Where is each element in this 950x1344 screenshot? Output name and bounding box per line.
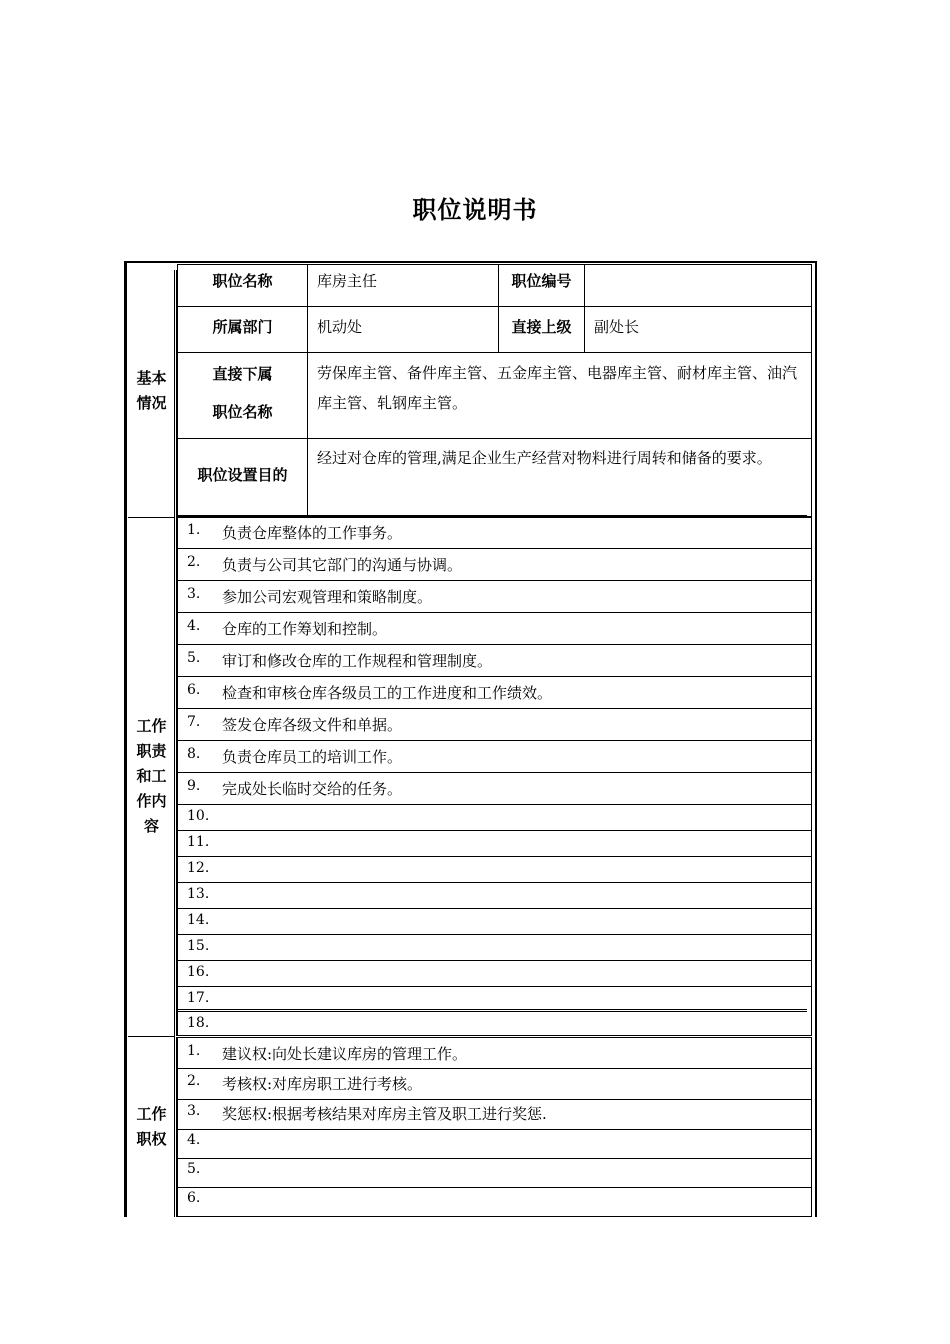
duty-number: 4. bbox=[187, 618, 201, 634]
duty-number: 5. bbox=[187, 650, 201, 666]
duty-text: 检查和审核仓库各级员工的工作进度和工作绩效。 bbox=[222, 684, 553, 702]
value-position-name: 库房主任 bbox=[317, 272, 378, 290]
section-label-duties: 工作 职责 和工 作内 容 bbox=[136, 717, 167, 835]
section-label-authority: 工作 职权 bbox=[136, 1105, 167, 1148]
duty-text: 审订和修改仓库的工作规程和管理制度。 bbox=[222, 652, 493, 670]
duty-number: 16. bbox=[187, 964, 210, 980]
duty-number: 17. bbox=[187, 990, 210, 1006]
duty-number: 12. bbox=[187, 860, 210, 876]
authority-text: 建议权:向处长建议库房的管理工作。 bbox=[222, 1045, 468, 1063]
duty-number: 6. bbox=[187, 682, 201, 698]
authority-text: 考核权:对库房职工进行考核。 bbox=[222, 1075, 423, 1093]
section-label-basic-info: 基本 情况 bbox=[136, 368, 167, 412]
duty-text: 负责仓库员工的培训工作。 bbox=[222, 748, 403, 766]
label-position-code: 职位编号 bbox=[511, 272, 572, 290]
duty-text: 负责与公司其它部门的沟通与协调。 bbox=[222, 556, 463, 574]
label-position-name: 职位名称 bbox=[212, 272, 273, 290]
label-direct-superior: 直接上级 bbox=[511, 318, 572, 336]
duty-number: 15. bbox=[187, 938, 210, 954]
authority-text: 奖惩权:根据考核结果对库房主管及职工进行奖惩. bbox=[222, 1105, 547, 1123]
label-subordinates-2: 职位名称 bbox=[212, 403, 273, 421]
duty-number: 2. bbox=[187, 554, 201, 570]
duty-number: 9. bbox=[187, 778, 201, 794]
authority-number: 3. bbox=[187, 1103, 201, 1119]
duty-number: 13. bbox=[187, 886, 210, 902]
duty-number: 8. bbox=[187, 746, 201, 762]
duty-text: 仓库的工作筹划和控制。 bbox=[222, 620, 388, 638]
duty-number: 11. bbox=[187, 834, 210, 850]
duty-number: 3. bbox=[187, 586, 201, 602]
authority-number: 2. bbox=[187, 1073, 201, 1089]
value-subordinates: 劳保库主管、备件库主管、五金库主管、电器库主管、耐材库主管、油汽库主管、轧钢库主管。 bbox=[317, 364, 798, 412]
duty-number: 14. bbox=[187, 912, 210, 928]
authority-number: 4. bbox=[187, 1132, 201, 1148]
duty-text: 负责仓库整体的工作事务。 bbox=[222, 524, 403, 542]
value-department: 机动处 bbox=[317, 318, 363, 336]
duty-number: 7. bbox=[187, 714, 201, 730]
authority-frame bbox=[177, 1037, 812, 1217]
value-direct-superior: 副处长 bbox=[594, 318, 640, 336]
authority-number: 6. bbox=[187, 1190, 201, 1206]
authority-number: 1. bbox=[187, 1043, 201, 1059]
duty-number: 18. bbox=[187, 1015, 210, 1031]
value-position-purpose: 经过对仓库的管理,满足企业生产经营对物料进行周转和储备的要求。 bbox=[317, 449, 772, 467]
duty-number: 10. bbox=[187, 808, 210, 824]
document-title: 职位说明书 bbox=[412, 196, 538, 224]
label-subordinates-1: 直接下属 bbox=[212, 365, 273, 383]
duty-text: 完成处长临时交给的任务。 bbox=[222, 780, 403, 798]
label-position-purpose: 职位设置目的 bbox=[197, 466, 288, 484]
duty-text: 参加公司宏观管理和策略制度。 bbox=[222, 588, 433, 606]
authority-number: 5. bbox=[187, 1161, 201, 1177]
label-department: 所属部门 bbox=[212, 318, 273, 336]
duty-number: 1. bbox=[187, 522, 201, 538]
duty-text: 签发仓库各级文件和单据。 bbox=[222, 716, 403, 734]
